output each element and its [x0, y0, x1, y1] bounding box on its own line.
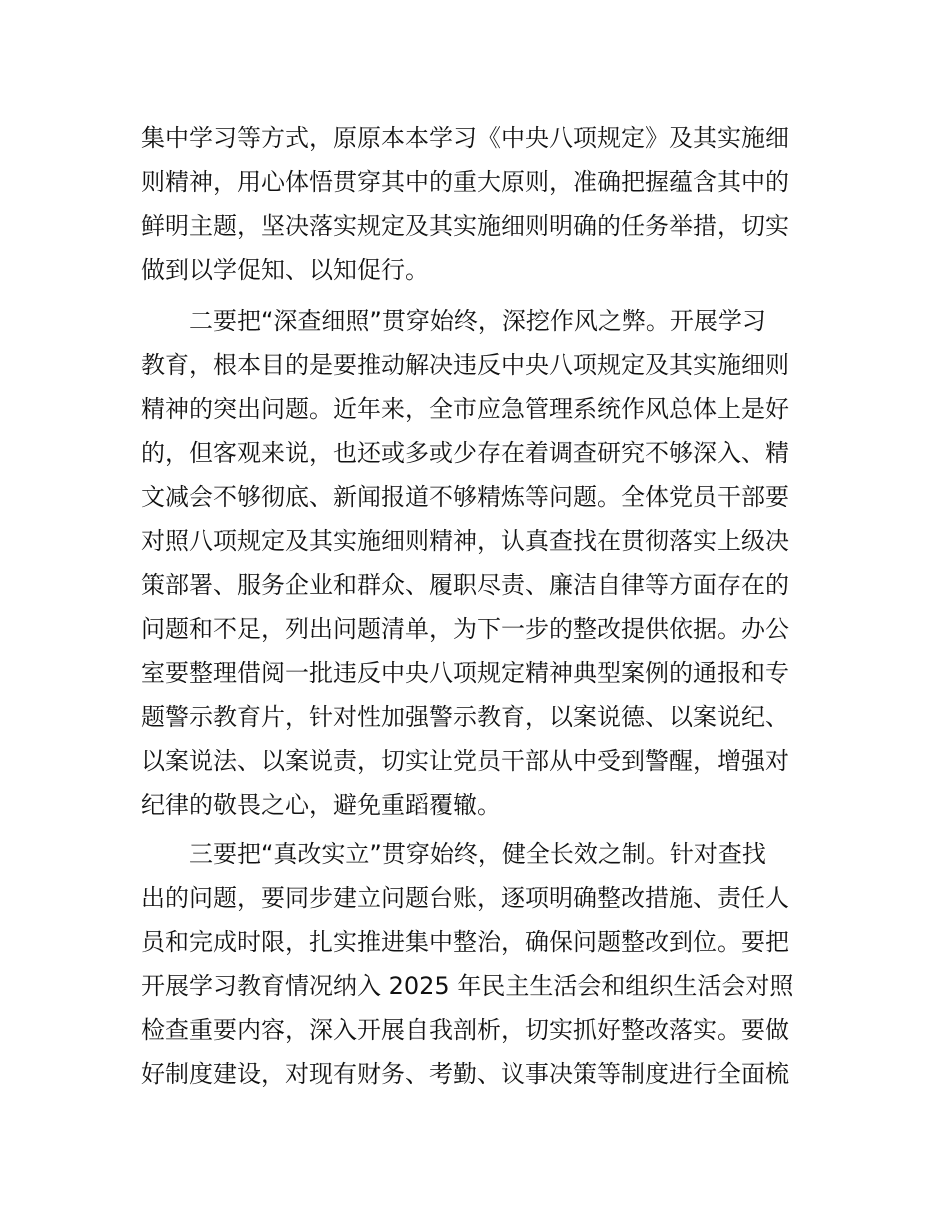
text-line: 员和完成时限，扎实推进集中整治，确保问题整改到位。要把	[141, 928, 789, 956]
text-line: 鲜明主题，坚决落实规定及其实施细则明确的任务举措，切实	[141, 212, 789, 240]
text-line: 好制度建设，对现有财务、考勤、议事决策等制度进行全面梳	[141, 1060, 789, 1088]
text-line: 室要整理借阅一批违反中央八项规定精神典型案例的通报和专	[141, 659, 789, 687]
text-line: 以案说法、以案说责，切实让党员干部从中受到警醒，增强对	[141, 747, 789, 775]
text-line: 检查重要内容，深入开展自我剖析，切实抓好整改落实。要做	[141, 1016, 789, 1044]
text-line: 做到以学促知、以知促行。	[141, 256, 429, 284]
text-line: 的，但客观来说，也还或多或少存在着调查研究不够深入、精	[141, 439, 789, 467]
text-line: 出的问题，要同步建立问题台账，逐项明确整改措施、责任人	[141, 884, 789, 912]
text-line: 文减会不够彻底、新闻报道不够精炼等问题。全体党员干部要	[141, 483, 789, 511]
text-line: 对照八项规定及其实施细则精神，认真查找在贯彻落实上级决	[141, 527, 789, 555]
paragraph-2	[141, 299, 817, 827]
text-line: 纪律的敬畏之心，避免重蹈覆辙。	[141, 791, 501, 819]
paragraph-3	[141, 832, 817, 1096]
text-line: 教育，根本目的是要推动解决违反中央八项规定及其实施细则	[141, 351, 789, 379]
text-line: 问题和不足，列出问题清单，为下一步的整改提供依据。办公	[141, 615, 789, 643]
text-line: 精神的突出问题。近年来，全市应急管理系统作风总体上是好	[141, 395, 789, 423]
text-line: 开展学习教育情况纳入 2025 年民主生活会和组织生活会对照	[141, 972, 794, 1000]
text-line: 策部署、服务企业和群众、履职尽责、廉洁自律等方面存在的	[141, 571, 789, 599]
text-line: 题警示教育片，针对性加强警示教育，以案说德、以案说纪、	[141, 703, 789, 731]
paragraph-1	[141, 116, 817, 292]
text-line: 则精神，用心体悟贯穿其中的重大原则，准确把握蕴含其中的	[141, 168, 789, 196]
text-line: 三要把“真改实立”贯穿始终，健全长效之制。针对查找	[189, 840, 766, 868]
text-line: 集中学习等方式，原原本本学习《中央八项规定》及其实施细	[141, 124, 789, 152]
text-line: 二要把“深查细照”贯穿始终，深挖作风之弊。开展学习	[189, 307, 766, 335]
